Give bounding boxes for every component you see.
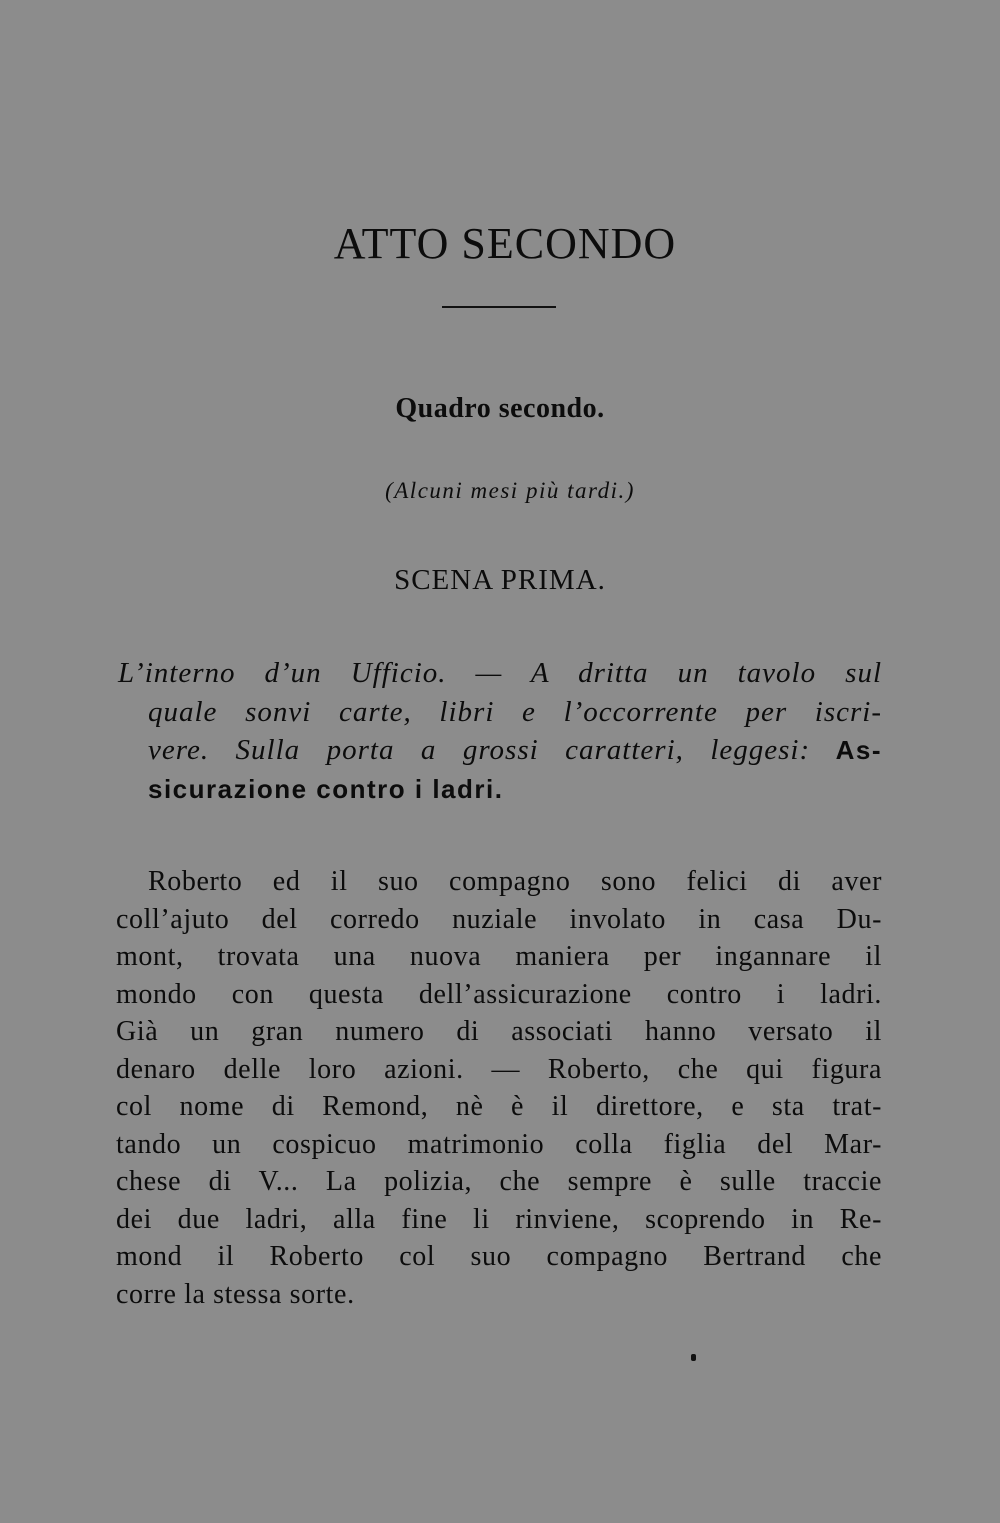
ink-speck xyxy=(691,1354,696,1361)
stage-direction-line: L’interno d’un Ufficio. — A dritta un tavolo sul xyxy=(118,657,882,689)
stage-direction xyxy=(118,654,882,808)
summary-line: coll’ajuto del corredo nuziale involato in casa Du- xyxy=(116,903,882,935)
door-sign-text: sicurazione contro i ladri. xyxy=(148,773,504,804)
summary-line: tando un cospicuo matrimonio colla figlia del Mar- xyxy=(116,1128,882,1160)
summary-line: corre la stessa sorte. xyxy=(116,1278,355,1310)
time-note: (Alcuni mesi più tardi.) xyxy=(385,478,635,503)
summary-line: mond il Roberto col suo compagno Bertrand che xyxy=(116,1241,882,1272)
stage-direction-line xyxy=(148,731,882,770)
summary-line: mondo con questa dell’assicurazione contro i ladri. xyxy=(116,978,882,1010)
stage-direction-text: vere. Sulla porta a grossi caratteri, leggesi: xyxy=(148,734,811,766)
door-sign-text: As- xyxy=(835,735,883,765)
summary-line: chese di V... La polizia, che sempre è sulle traccie xyxy=(116,1166,882,1197)
summary-line: dei due ladri, alla fine li rinviene, scoprendo in Re- xyxy=(116,1203,882,1235)
summary-line: denaro delle loro azioni. — Roberto, che qui figura xyxy=(116,1053,882,1085)
title-divider-rule xyxy=(442,306,556,308)
summary-line: mont, trovata una nuova maniera per ingannare il xyxy=(116,941,882,972)
stage-direction-line: quale sonvi carte, libri e l’occorrente per iscri- xyxy=(148,695,882,728)
plot-summary xyxy=(116,863,882,1313)
scene-title: SCENA PRIMA. xyxy=(394,564,606,596)
summary-line: col nome di Remond, nè è il direttore, e sta trat- xyxy=(116,1091,882,1122)
summary-line: Roberto ed il suo compagno sono felici di aver xyxy=(148,866,882,897)
act-title: ATTO SECONDO xyxy=(333,219,677,268)
tableau-heading: Quadro secondo. xyxy=(395,393,605,424)
summary-line: Già un gran numero di associati hanno versato il xyxy=(116,1016,882,1047)
